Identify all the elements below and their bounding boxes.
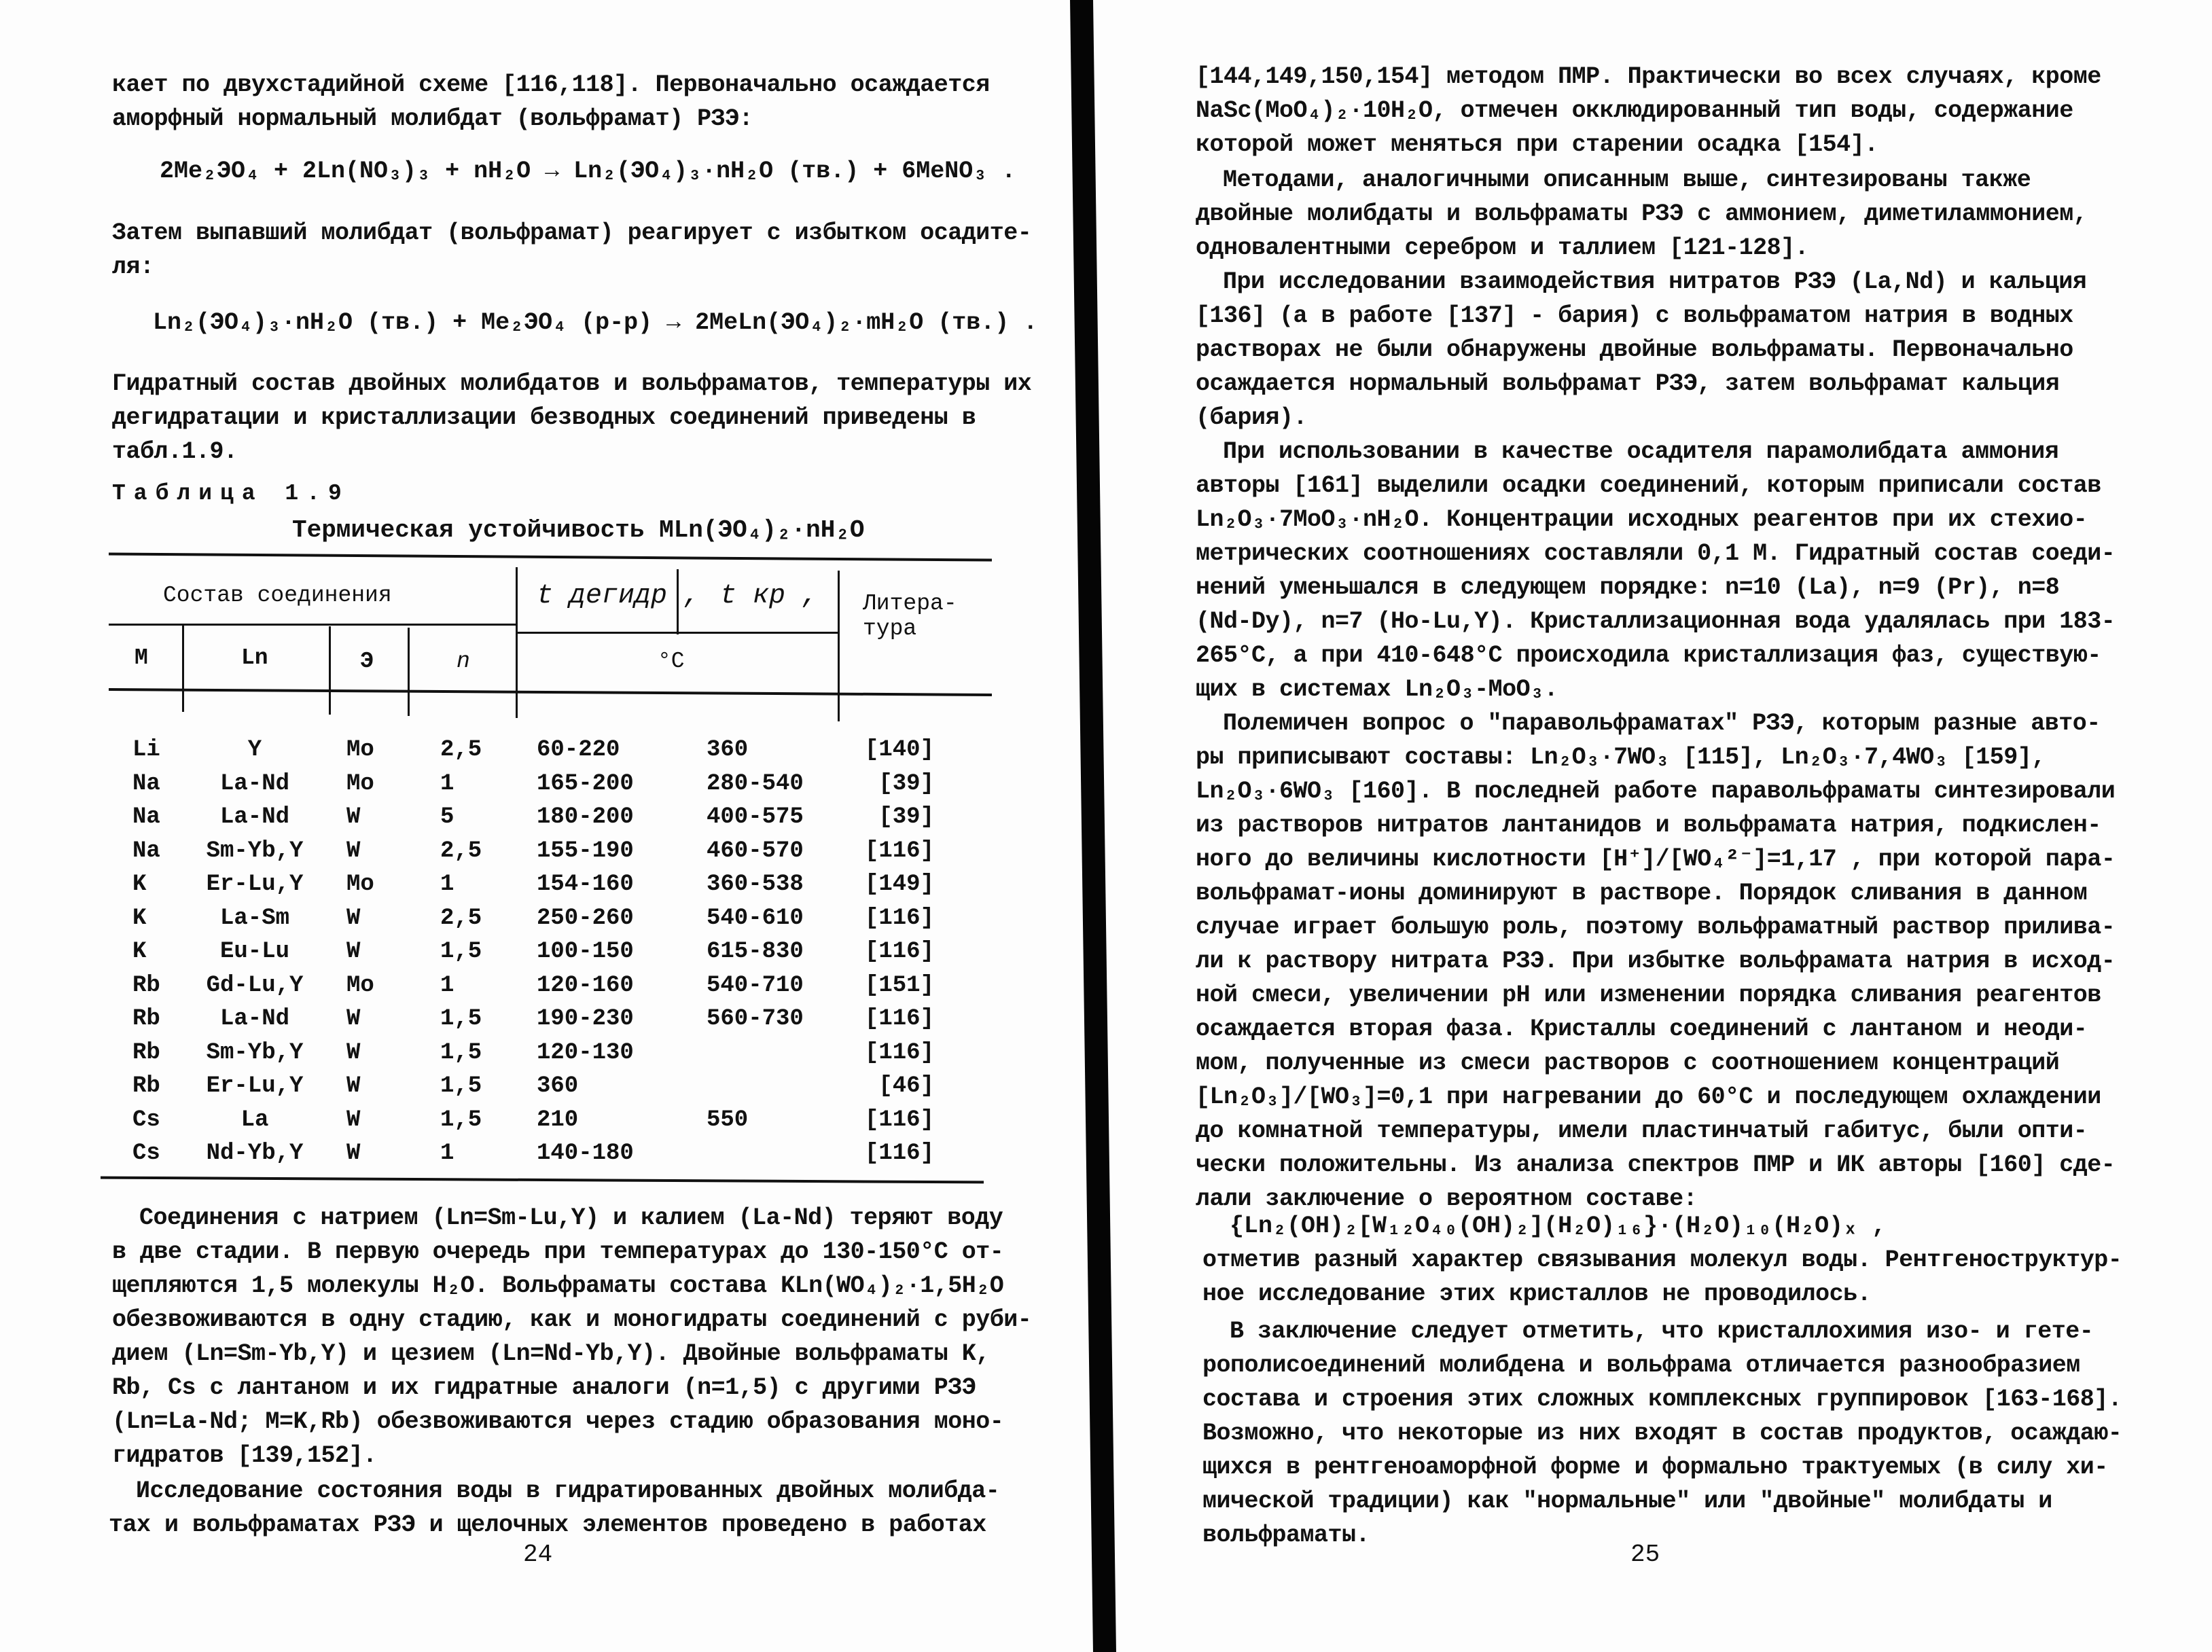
table-cell-lit: [46] — [878, 1073, 934, 1099]
table-cell-t-degidr: 210 — [537, 1107, 579, 1133]
table-cell-n: 1 — [440, 770, 454, 797]
table-cell-n: 2,5 — [440, 737, 482, 763]
table-cell-m: K — [132, 939, 147, 965]
text-line: [136] (а в работе [137] - бария) с вольфраматом натрия в водных — [1196, 302, 2073, 329]
text-line: табл.1.9. — [112, 438, 238, 465]
text-line: тах и вольфраматах РЗЭ и щелочных элементов проведено в работах — [109, 1511, 986, 1539]
text-line: осаждается вторая фаза. Кристаллы соединений с лантаном и неоди- — [1196, 1016, 2088, 1043]
table-cell-m: Cs — [132, 1107, 160, 1133]
table-cell-m: K — [132, 905, 147, 931]
text-line: отметив разный характер связывания молекул воды. Рентгеноструктур- — [1202, 1246, 2122, 1274]
equation-lhs: 2Me₂ЭO₄ + 2Ln(NO₃)₃ + nH₂O — [160, 158, 531, 185]
text-line: В заключение следует отметить, что кристаллохимия изо- и гете- — [1230, 1318, 2094, 1345]
table-cell-m: Rb — [132, 1039, 160, 1066]
text-line: мом, полученные из смеси растворов с соотношением концентраций — [1196, 1049, 2060, 1077]
text-line: NaSc(MoO₄)₂·10H₂O, отмечен окклюдированный тип воды, содержание — [1196, 97, 2073, 124]
table-cell-t-degidr: 120-160 — [537, 972, 634, 999]
table-cell-n: 1,5 — [440, 1039, 482, 1066]
table-cell-e: W — [346, 1107, 361, 1133]
text-line: Методами, аналогичными описанным выше, синтезированы также — [1223, 166, 2031, 194]
text-line: ной смеси, увеличении pH или изменении порядка сливания реагентов — [1196, 982, 2101, 1009]
equation-1 — [160, 158, 1016, 185]
header-literature-line1: Литера- — [863, 591, 957, 616]
text-line: обезвоживаются в одну стадию, как и моногидраты соединений с руби- — [112, 1306, 1032, 1333]
table-cell-n: 1,5 — [440, 1107, 482, 1133]
header-t-dehydration: t дегидр , — [537, 581, 700, 611]
column-divider — [838, 571, 840, 721]
text-line: (Ln=La-Nd; M=K,Rb) обезвоживаются через стадию образования моно- — [112, 1408, 1004, 1435]
table-cell-lit: [116] — [864, 1141, 934, 1166]
table-cell-ln: Nd-Yb,Y — [206, 1141, 304, 1166]
page-number: 24 — [523, 1541, 553, 1568]
table-cell-t-kr: 560-730 — [707, 1006, 804, 1032]
table-cell-t-degidr: 154-160 — [537, 872, 634, 897]
page-number: 25 — [1630, 1541, 1660, 1568]
header-m: M — [135, 645, 148, 670]
table-cell-ln: Sm-Yb,Y — [206, 838, 304, 864]
text-line: Полемичен вопрос о "паравольфраматах" РЗЭ, которым разные авто- — [1223, 710, 2101, 737]
paragraph-4 — [1196, 435, 2116, 706]
text-line: которой может меняться при старении осадка [154]. — [1196, 131, 1878, 158]
text-line: ное исследование этих кристаллов не проводилось. — [1202, 1280, 1872, 1308]
text-line: из растворов нитратов лантанидов и вольфрамата натрия, подкислен- — [1196, 812, 2101, 839]
text-line: в две стадии. В первую очередь при температурах до 130-150°C от- — [112, 1238, 1004, 1265]
table-cell-t-degidr: 120-130 — [537, 1039, 634, 1066]
table-cell-t-kr: 615-830 — [707, 939, 804, 965]
table-cell-t-degidr: 60-220 — [537, 737, 620, 763]
table-cell-lit: [116] — [864, 1107, 934, 1133]
table-cell-ln: Er-Lu,Y — [206, 1073, 304, 1099]
table-cell-m: Rb — [132, 1006, 160, 1032]
table-cell-t-kr: 280-540 — [707, 770, 804, 797]
text-line: нений уменьшался в следующем порядке: n=10 (La), n=9 (Pr), n=8 — [1196, 574, 2060, 601]
text-line: дегидратации и кристаллизации безводных соединений приведены в — [112, 404, 976, 431]
paragraph-6 — [1202, 1243, 2122, 1311]
table-cell-e: W — [346, 905, 361, 931]
table-cell-ln: Er-Lu,Y — [206, 872, 304, 897]
table-cell-t-degidr: 180-200 — [537, 804, 634, 830]
text-line: гидратов [139,152]. — [112, 1442, 377, 1469]
table-cell-ln: Y — [247, 737, 262, 763]
column-divider — [329, 626, 331, 715]
text-line: осаждается нормальный вольфрамат РЗЭ, затем вольфрамат кальция — [1196, 370, 2060, 397]
table-cell-ln: La-Sm — [219, 905, 290, 931]
table-cell-m: Na — [132, 804, 160, 830]
header-n: n — [457, 649, 470, 674]
intro-paragraph — [112, 68, 1002, 136]
table-cell-t-kr: 460-570 — [707, 838, 804, 864]
text-line: При исследовании взаимодействия нитратов РЗЭ (La,Nd) и кальция — [1223, 268, 2087, 295]
table-cell-n: 1 — [440, 1141, 454, 1166]
table-cell-lit: [116] — [864, 905, 934, 931]
text-line: лали заключение о вероятном составе: — [1196, 1185, 1698, 1213]
paragraph-5 — [1196, 706, 2116, 1216]
table-cell-lit: [149] — [864, 872, 934, 897]
table-cell-lit: [116] — [864, 1006, 934, 1032]
table-cell-ln: La-Nd — [219, 1006, 290, 1032]
table-cell-e: W — [346, 939, 361, 965]
table-cell-e: Mo — [346, 770, 374, 797]
text-line: щепляются 1,5 молекулы H₂O. Вольфраматы состава KLn(WO₄)₂·1,5H₂O — [112, 1272, 1004, 1299]
text-line: вольфрамат-ионы доминируют в растворе. Порядок сливания в данном — [1196, 880, 2088, 907]
table-cell-t-kr: 360-538 — [707, 872, 804, 897]
text-line: (бария). — [1196, 404, 1308, 431]
text-line: Ln₂O₃·7MoO₃·nH₂O. Концентрации исходных реагентов при их стехио- — [1196, 506, 2088, 533]
table-cell-lit: [116] — [864, 939, 934, 965]
text-line: При использовании в качестве осадителя парамолибдата аммония — [1223, 438, 2059, 465]
text-line: растворах не были обнаружены двойные вольфраматы. Первоначально — [1196, 336, 2073, 363]
text-line: одновалентными серебром и таллием [121-128]. — [1196, 234, 1809, 262]
table-cell-t-degidr: 155-190 — [537, 838, 634, 864]
post-table-paragraph-2 — [109, 1474, 1000, 1542]
column-divider — [516, 567, 518, 718]
header-composition: Состав соединения — [163, 583, 392, 608]
table-cell-m: Na — [132, 838, 160, 864]
table-cell-t-degidr: 140-180 — [537, 1141, 634, 1166]
table-cell-ln: La-Nd — [219, 804, 290, 830]
text-line: щихся в рентгеноаморфной форме и формально трактуемых (в силу хи- — [1202, 1454, 2108, 1481]
table-cell-m: Cs — [132, 1141, 160, 1166]
table-cell-lit: [39] — [878, 770, 934, 797]
table-cell-m: Na — [132, 770, 160, 797]
table-cell-t-kr: 550 — [707, 1107, 749, 1133]
table-cell-lit: [116] — [864, 1039, 934, 1066]
text-line: мической традиции) как "нормальные" или "двойные" молибдаты и — [1202, 1488, 2052, 1515]
arrow-icon: → — [545, 158, 560, 185]
table-cell-t-degidr: 190-230 — [537, 1006, 634, 1032]
header-literature-line2: тура — [863, 616, 917, 641]
group-header-rule — [109, 624, 516, 626]
table-cell-e: W — [346, 804, 361, 830]
text-line: вольфраматы. — [1202, 1522, 1370, 1549]
table-cell-n: 1,5 — [440, 1073, 482, 1099]
text-line: Возможно, что некоторые из них входят в состав продуктов, осаждаю- — [1202, 1420, 2122, 1447]
text-line: чески положительны. Из анализа спектров ПМР и ИК авторы [160] сде- — [1196, 1151, 2116, 1179]
paragraph-1 — [1196, 60, 2099, 162]
table-cell-e: W — [346, 1141, 361, 1166]
text-line: рополисоединений молибдена и вольфрама отличается разнообразием — [1202, 1352, 2080, 1379]
table-cell-t-degidr: 250-260 — [537, 905, 634, 931]
table-cell-e: Mo — [346, 872, 374, 897]
table-cell-ln: La-Nd — [219, 770, 290, 797]
table-cell-e: W — [346, 1006, 361, 1032]
table-cell-e: Mo — [346, 972, 374, 999]
table-cell-n: 2,5 — [440, 838, 482, 864]
header-t-crystallization: t кр , — [720, 581, 819, 611]
table-cell-ln: Eu-Lu — [219, 939, 290, 965]
text-line: метрических соотношениях составляли 0,1 M. Гидратный состав соеди- — [1196, 540, 2116, 567]
table-cell-t-kr: 400-575 — [707, 804, 804, 830]
table-cell-n: 5 — [440, 804, 454, 830]
post-table-paragraph-1 — [112, 1201, 1032, 1473]
text-line: ного до величины кислотности [H⁺]/[WO₄²⁻]=1,17 , при которой пара- — [1196, 846, 2116, 873]
table-cell-t-degidr: 100-150 — [537, 939, 634, 965]
equation-2 — [153, 309, 1037, 336]
table-cell-t-kr: 360 — [707, 737, 749, 763]
text-line: [Ln₂O₃]/[WO₃]=0,1 при нагревании до 60°C и последующем охлаждении — [1196, 1083, 2101, 1111]
equation-lhs: Ln₂(ЭO₄)₃·nH₂O (тв.) + Me₂ЭO₄ (р-р) — [153, 309, 653, 336]
text-line: Ln₂O₃·6WO₃ [160]. В последней работе паравольфраматы синтезировали — [1196, 778, 2116, 805]
text-line: Соединения с натрием (Ln=Sm-Lu,Y) и калием (La-Nd) теряют воду — [139, 1204, 1003, 1232]
composition-formula: {Ln₂(OH)₂[W₁₂O₄₀(OH)₂](H₂O)₁₆}·(H₂O)₁₀(H₂O)ₓ , — [1230, 1213, 1887, 1240]
table-cell-e: Mo — [346, 737, 374, 763]
text-line: кает по двухстадийной схеме [116,118]. Первоначально осаждается — [112, 71, 990, 98]
text-line: 265°C, а при 410-648°C происходила кристаллизация фаз, существую- — [1196, 642, 2101, 669]
text-line: состава и строения этих сложных комплексных группировок [163-168]. — [1202, 1386, 2122, 1413]
table-cell-t-degidr: 360 — [537, 1073, 579, 1099]
column-divider — [182, 625, 184, 712]
text-line: щих в системах Ln₂O₃-MoO₃. — [1196, 676, 1558, 703]
table-cell-n: 1,5 — [440, 939, 482, 965]
column-divider — [408, 628, 410, 716]
table-cell-ln: Gd-Lu,Y — [206, 972, 304, 999]
equation-rhs: Ln₂(ЭO₄)₃·nH₂O (тв.) + 6MeNO₃ . — [573, 158, 1016, 185]
table-cell-m: K — [132, 872, 147, 897]
table-cell-e: W — [346, 1073, 361, 1099]
text-line: до комнатной температуры, имели пластинчатый габитус, были опти- — [1196, 1117, 2088, 1145]
text-line: Затем выпавший молибдат (вольфрамат) реагирует с избытком осадите- — [112, 219, 1032, 247]
header-literature — [863, 591, 957, 641]
paragraph-2 — [1196, 163, 2099, 265]
text-line: двойные молибдаты и вольфраматы РЗЭ с аммонием, диметиламмонием, — [1196, 200, 2088, 228]
equation-rhs: 2MeLn(ЭO₄)₂·mH₂O (тв.) . — [695, 309, 1038, 336]
table-top-rule — [109, 552, 992, 561]
header-bottom-rule — [109, 688, 992, 696]
paragraph-7 — [1202, 1314, 2122, 1552]
table-cell-n: 1 — [440, 972, 454, 999]
text-line: ля: — [112, 253, 154, 281]
arrow-icon: → — [666, 309, 681, 336]
table-cell-n: 1 — [440, 872, 454, 897]
table-cell-lit: [116] — [864, 838, 934, 864]
table-cell-m: Li — [132, 737, 160, 763]
text-line: Rb, Cs с лантаном и их гидратные аналоги (n=1,5) с другими РЗЭ — [112, 1374, 976, 1401]
table-cell-lit: [140] — [864, 737, 934, 763]
pre-table-paragraph — [112, 367, 1032, 469]
mid-paragraph — [112, 216, 1032, 284]
header-element: Э — [360, 649, 374, 674]
text-line: дием (Ln=Sm-Yb,Y) и цезием (Ln=Nd-Yb,Y). Двойные вольфраматы K, — [112, 1340, 990, 1367]
text-line: Исследование состояния воды в гидратированных двойных молибда- — [136, 1477, 1000, 1505]
table-cell-t-degidr: 165-200 — [537, 770, 634, 797]
table-cell-m: Rb — [132, 972, 160, 999]
table-bottom-rule — [101, 1177, 984, 1184]
table-cell-e: W — [346, 1039, 361, 1066]
header-unit: °C — [658, 649, 685, 674]
table-cell-n: 2,5 — [440, 905, 482, 931]
left-page — [0, 0, 1087, 1652]
table-label: Таблица 1.9 — [112, 481, 350, 506]
table-cell-ln: Sm-Yb,Y — [206, 1039, 304, 1066]
table-cell-n: 1,5 — [440, 1006, 482, 1032]
text-line: ли к раствору нитрата РЗЭ. При избытке вольфрамата натрия в исход- — [1196, 948, 2116, 975]
text-line: Гидратный состав двойных молибдатов и вольфраматов, температуры их — [112, 370, 1032, 397]
table-cell-e: W — [346, 838, 361, 864]
table-cell-lit: [151] — [864, 972, 934, 999]
text-line: авторы [161] выделили осадки соединений, которым приписали состав — [1196, 472, 2101, 499]
text-line: [144,149,150,154] методом ПМР. Практически во всех случаях, кроме — [1196, 63, 2101, 90]
table-cell-m: Rb — [132, 1073, 160, 1099]
table-title: Термическая устойчивость MLn(ЭO₄)₂·nH₂O — [292, 516, 865, 544]
paragraph-3 — [1196, 265, 2099, 435]
header-ln: Ln — [241, 645, 268, 670]
text-line: (Nd-Dy), n=7 (Ho-Lu,Y). Кристаллизационная вода удалялась при 183- — [1196, 608, 2116, 635]
table-cell-lit: [39] — [878, 804, 934, 830]
table-cell-t-kr: 540-710 — [707, 972, 804, 999]
table-cell-t-kr: 540-610 — [707, 905, 804, 931]
text-line: ры приписывают составы: Ln₂O₃·7WO₃ [115], Ln₂O₃·7,4WO₃ [159], — [1196, 744, 2046, 771]
table-cell-ln: La — [240, 1107, 269, 1133]
right-page — [1104, 0, 2212, 1652]
text-line: случае играет большую роль, поэтому вольфраматный раствор прилива- — [1196, 914, 2116, 941]
text-line: аморфный нормальный молибдат (вольфрамат) РЗЭ: — [112, 105, 753, 132]
